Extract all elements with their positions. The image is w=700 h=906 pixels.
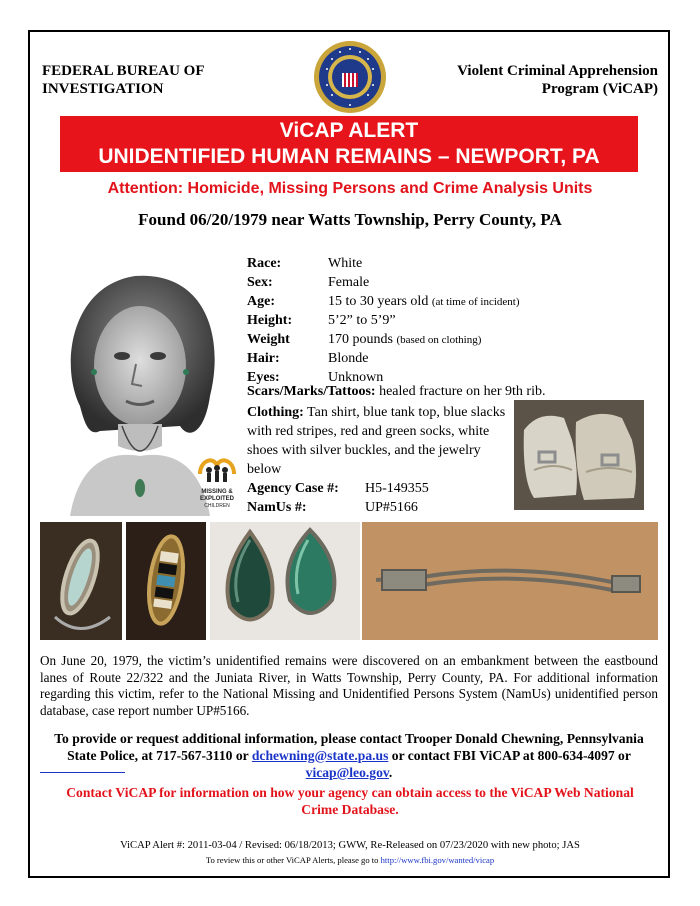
fact-key: Weight [247,332,290,347]
vicap-header [457,62,658,98]
ncmec-line1: MISSING & [201,489,233,495]
namus-value: UP#5166 [365,500,418,515]
alert-banner [60,116,638,172]
found-line: Found 06/20/1979 near Watts Township, Perry County, PA [138,210,562,229]
fact-value: 170 pounds (based on clothing) [328,332,482,347]
fact-key: Eyes: [247,370,280,385]
footer-review-text: To review this or other ViCAP Alerts, please go to [205,855,381,865]
fact-key: Race: [247,256,282,271]
ring-turquoise-photo [40,522,122,640]
clothing-description [247,403,512,479]
namus-row [247,498,507,517]
scars-key: Scars/Marks/Tattoos: [247,384,376,399]
contact-text-1: To provide or request additional information, please contact Trooper Donald Chewning, Pennsylvania State Police, at 717-567-3110 or [54,731,644,763]
bracelet-photo [362,522,658,640]
footer-review [0,855,700,865]
alert-subtitle: UNIDENTIFIED HUMAN REMAINS – NEWPORT, PA [98,145,600,168]
fbi-header [42,62,205,98]
alert-title: ViCAP ALERT [279,119,419,142]
clothing-value: Tan shirt, blue tank top, blue slacks with red stripes, red and green socks, white shoes with silver buckles, and the jewelry below [247,405,506,477]
fact-value: Blonde [328,351,369,366]
case-paragraph: On June 20, 1979, the victim’s unidentified remains were discovered on an embankment between the eastbound lanes of Route 22/322 and the Juniata River, in Watts Township, Perry County, PA. For additional information regarding this victim, refer to the National Missing and Unidentified Persons System (NamUs) unidentified person database, case report number UP#5166. [40,653,658,718]
fact-key: Hair: [247,351,280,366]
fact-note: (based on clothing) [396,334,482,346]
access-notice: Contact ViCAP for information on how your agency can obtain access to the ViCAP Web National Crime Database. [66,785,634,817]
footer-alert-info: ViCAP Alert #: 2011-03-04 / Revised: 06/18/2013; GWW, Re-Released on 07/23/2020 with new photo; JAS [120,840,580,851]
ncmec-line3: CHILDREN [204,503,230,509]
fact-value: 5’2” to 5’9” [328,313,396,328]
fact-value: 15 to 30 years old (at time of incident) [328,294,520,309]
scars-value: healed fracture on her 9th rib. [379,384,546,399]
fact-value: Female [328,275,370,290]
contact-info [40,730,658,781]
scars-marks-tattoos [247,384,545,400]
agency-case-row [247,479,507,498]
fbi-header-line2: INVESTIGATION [42,81,164,97]
fact-key: Sex: [247,275,273,290]
ncmec-line2: EXPLOITED [199,496,234,502]
blank-underline [40,772,125,773]
ncmec-figures-icon [194,452,240,484]
pendants-photo [210,522,360,640]
email-link-trooper[interactable]: dchewning@state.pa.us [251,748,389,763]
contact-text-2: or contact FBI ViCAP at 800-634-4097 or [388,748,631,763]
ring-inlay-photo [126,522,206,640]
ncmec-logo [194,452,240,508]
vicap-header-line1: Violent Criminal Apprehension [457,63,658,79]
fact-key: Age: [247,294,275,309]
attention-line: Attention: Homicide, Missing Persons and Crime Analysis Units [107,180,593,197]
agency-case-value: H5-149355 [365,481,429,496]
namus-key: NamUs #: [247,500,307,515]
footer-link[interactable]: http://www.fbi.gov/wanted/vicap [380,855,495,865]
fbi-header-line1: FEDERAL BUREAU OF [42,63,205,79]
fact-key: Height: [247,313,293,328]
clothing-key: Clothing: [247,405,304,420]
contact-text-3: . [388,765,393,780]
email-link-vicap[interactable]: vicap@leo.gov [305,765,389,780]
agency-case-key: Agency Case #: [247,481,339,496]
fact-note: (at time of incident) [431,296,520,308]
fact-value: White [328,256,363,271]
fbi-seal-icon [313,40,387,114]
shoes-photo [514,400,644,510]
fact-value: Unknown [328,370,384,385]
vicap-header-line2: Program (ViCAP) [541,81,658,97]
